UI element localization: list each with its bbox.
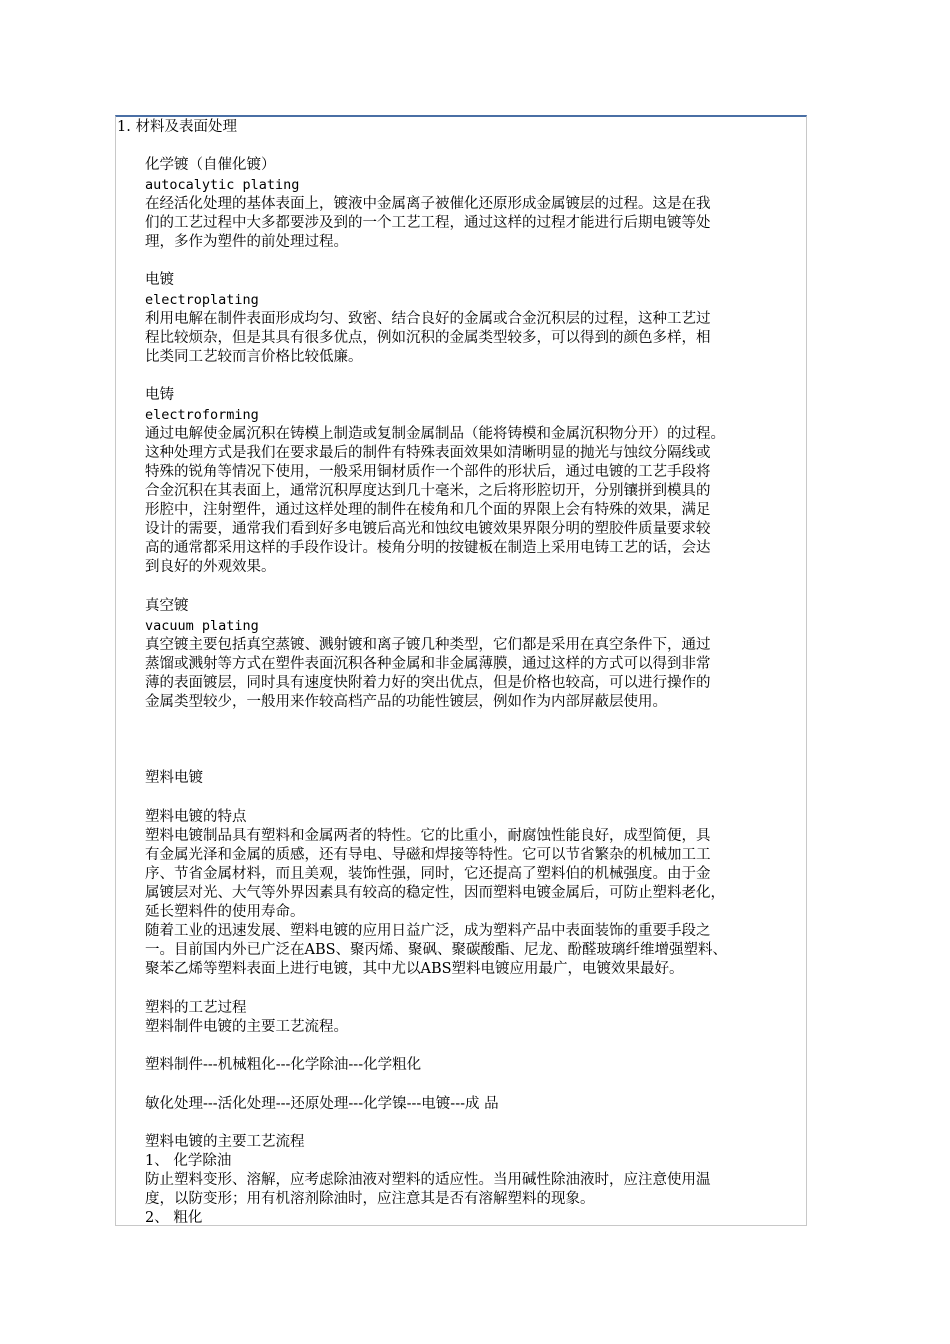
features-line: 一。目前国内外已广泛在ABS、聚丙烯、聚砜、聚碳酸酯、尼龙、酚醛玻璃纤维增强塑料、 [145,942,728,958]
block-title: 化学镀（自催化镀） [145,157,276,173]
block-english: autocalytic plating [145,177,300,193]
block-line: 高的通常都采用这样的手段作设计。棱角分明的按键板在制造上采用电铸工艺的话，会达 [145,540,711,556]
block-title: 电镀 [145,272,174,288]
block-line: 这种处理方式是我们在要求最后的制件有特殊表面效果如清晰明显的抛光与蚀纹分隔线或 [145,445,711,461]
flow-line-1: 塑料制件---机械粗化---化学除油---化学粗化 [145,1057,422,1073]
step-1-line: 度，以防变形；用有机溶剂除油时，应注意其是否有溶解塑料的现象。 [145,1191,595,1207]
features-line: 有金属光泽和金属的质感，还有导电、导磁和焊接等特性。它可以节省繁杂的机械加工工 [145,847,711,863]
block-line: 比类同工艺较而言价格比较低廉。 [145,349,363,365]
block-line: 形腔中，注射塑件，通过这样处理的制件在棱角和几个面的界限上会有特殊的效果，满足 [145,502,711,518]
block-line: 们的工艺过程中大多都要涉及到的一个工艺工程，通过这样的过程才能进行后期电镀等处 [145,215,711,231]
block-line: 特殊的锐角等情况下使用，一般采用铜材质作一个部件的形状后，通过电镀的工艺手段将 [145,464,711,480]
block-line: 利用电解在制件表面形成均匀、致密、结合良好的金属或合金沉积层的过程，这种工艺过 [145,311,711,327]
block-english: electroforming [145,407,259,423]
block-line: 薄的表面镀层，同时具有速度快附着力好的突出优点，但是价格也较高，可以进行操作的 [145,675,711,691]
block-line: 设计的需要，通常我们看到好多电镀后高光和蚀纹电镀效果界限分明的塑胶件质量要求较 [145,521,711,537]
block-line: 到良好的外观效果。 [145,559,276,575]
features-title: 塑料电镀的特点 [145,809,247,825]
step-1-line: 防止塑料变形、溶解，应考虑除油液对塑料的适应性。当用碱性除油液时，应注意使用温 [145,1172,711,1188]
block-english: vacuum plating [145,618,259,634]
block-line: 程比较烦杂，但是其具有很多优点，例如沉积的金属类型较多，可以得到的颜色多样，相 [145,330,711,346]
block-english: electroplating [145,292,259,308]
features-line: 随着工业的迅速发展、塑料电镀的应用日益广泛，成为塑料产品中表面装饰的重要手段之 [145,923,711,939]
block-line: 真空镀主要包括真空蒸镀、溅射镀和离子镀几种类型，它们都是采用在真空条件下，通过 [145,637,711,653]
flow-line-2: 敏化处理---活化处理---还原处理---化学镍---电镀---成 品 [145,1096,499,1112]
process-sub: 塑料制件电镀的主要工艺流程。 [145,1019,348,1035]
block-line: 金属类型较少，一般用来作较高档产品的功能性镀层，例如作为内部屏蔽层使用。 [145,694,667,710]
features-line: 属镀层对光、大气等外界因素具有较高的稳定性，因而塑料电镀金属后，可防止塑料老化， [145,885,725,901]
features-line: 序、节省金属材料，而且美观，装饰性强，同时，它还提高了塑料伯的机械强度。由于金 [145,866,711,882]
step-1-title: 1、 化学除油 [145,1153,232,1169]
step-2-title: 2、 粗化 [145,1210,203,1226]
main-flow-title: 塑料电镀的主要工艺流程 [145,1134,305,1150]
block-line: 蒸馏或溅射等方式在塑件表面沉积各种金属和非金属薄膜，通过这样的方式可以得到非常 [145,656,711,672]
features-line: 延长塑料件的使用寿命。 [145,904,305,920]
process-title: 塑料的工艺过程 [145,1000,247,1016]
block-title: 真空镀 [145,598,189,614]
block-line: 在经活化处理的基体表面上，镀液中金属离子被催化还原形成金属镀层的过程。这是在我 [145,196,711,212]
section-title: 1. 材料及表面处理 [117,119,237,135]
block-title: 电铸 [145,387,174,403]
block-line: 合金沉积在其表面上，通常沉积厚度达到几十毫米，之后将形腔切开，分别镶拼到模具的 [145,483,711,499]
block-line: 通过电解使金属沉积在铸模上制造或复制金属制品（能将铸模和金属沉积物分开）的过程。 [145,426,725,442]
plastic-heading: 塑料电镀 [145,770,203,786]
features-line: 塑料电镀制品具有塑料和金属两者的特性。它的比重小，耐腐蚀性能良好，成型简便，具 [145,828,711,844]
block-line: 理，多作为塑件的前处理过程。 [145,234,348,250]
features-line: 聚苯乙烯等塑料表面上进行电镀，其中尤以ABS塑料电镀应用最广，电镀效果最好。 [145,961,684,977]
